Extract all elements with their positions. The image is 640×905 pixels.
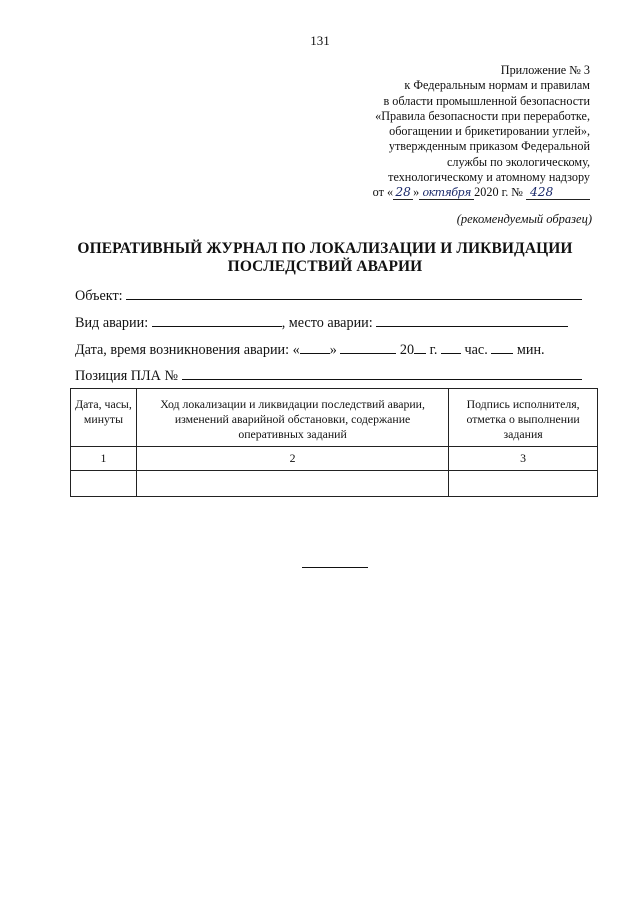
accident-place-blank[interactable] — [376, 313, 568, 327]
object-blank[interactable] — [126, 286, 582, 300]
datetime-minutes: мин. — [516, 342, 545, 358]
datetime-year: 20 — [399, 342, 415, 358]
datetime-hours: час. — [464, 342, 488, 358]
column-number-1: 1 — [71, 447, 137, 471]
month-blank[interactable] — [340, 340, 396, 354]
datetime-g: г. — [429, 342, 438, 358]
appendix-line: Приложение № 3 — [500, 63, 590, 77]
handwritten-month: октября — [419, 186, 474, 200]
date-separator: » — [413, 185, 420, 200]
object-label: Объект: — [75, 288, 123, 304]
journal-table — [70, 388, 598, 497]
appendix-line: обогащении и брикетировании углей», — [389, 124, 590, 139]
pla-label: Позиция ПЛА № — [75, 368, 178, 384]
table-number-row — [71, 447, 598, 471]
title-line-1: ОПЕРАТИВНЫЙ ЖУРНАЛ ПО ЛОКАЛИЗАЦИИ И ЛИКВИДАЦИИ — [77, 240, 573, 257]
table-row — [71, 471, 598, 497]
accident-type-field — [75, 313, 568, 332]
appendix-line: утвержденным приказом Федеральной — [388, 139, 590, 154]
appendix-line: в области промышленной безопасности — [383, 93, 590, 108]
appendix-line: к Федеральным нормам и правилам — [404, 78, 590, 93]
hours-blank[interactable] — [441, 340, 461, 354]
table-cell[interactable] — [136, 471, 448, 497]
day-blank[interactable] — [300, 340, 330, 354]
appendix-block — [330, 63, 590, 201]
accident-place-label: , место аварии: — [281, 315, 373, 331]
date-prefix: от « — [372, 185, 394, 200]
order-date-line — [330, 185, 590, 200]
year-blank[interactable] — [414, 340, 426, 354]
column-header-signature: Подпись исполнителя, отметка о выполнении задания — [449, 389, 598, 447]
column-header-progress: Ход локализации и ликвидации последствий аварии, изменений аварийной обстановки, содержание оперативных заданий — [136, 389, 448, 447]
handwritten-day: 28 — [393, 186, 413, 200]
date-year: 2020 г. № — [474, 185, 523, 200]
table-cell[interactable] — [71, 471, 137, 497]
appendix-line: «Правила безопасности при переработке, — [375, 108, 590, 123]
datetime-quote: » — [329, 342, 337, 358]
title-line-2: ПОСЛЕДСТВИЙ АВАРИИ — [227, 258, 423, 275]
column-header-datetime: Дата, часы, минуты — [71, 389, 137, 447]
datetime-prefix: Дата, время возникновения аварии: « — [75, 342, 300, 358]
table-cell[interactable] — [449, 471, 598, 497]
column-number-3: 3 — [449, 447, 598, 471]
document-title — [60, 240, 590, 276]
recommended-sample-note: (рекомендуемый образец) — [456, 212, 592, 226]
pla-position-field — [75, 366, 582, 385]
accident-type-label: Вид аварии: — [75, 315, 149, 331]
accident-type-blank[interactable] — [152, 313, 282, 327]
end-divider — [302, 567, 368, 568]
appendix-line: технологическому и атомному надзору — [388, 170, 590, 185]
page-number: 131 — [310, 33, 330, 48]
pla-blank[interactable] — [182, 366, 582, 380]
accident-datetime-field — [75, 340, 545, 359]
appendix-line: службы по экологическому, — [447, 154, 590, 169]
handwritten-order-number: 428 — [526, 186, 590, 200]
object-field — [75, 286, 582, 305]
column-number-2: 2 — [136, 447, 448, 471]
minutes-blank[interactable] — [491, 340, 513, 354]
table-header-row — [71, 389, 598, 447]
